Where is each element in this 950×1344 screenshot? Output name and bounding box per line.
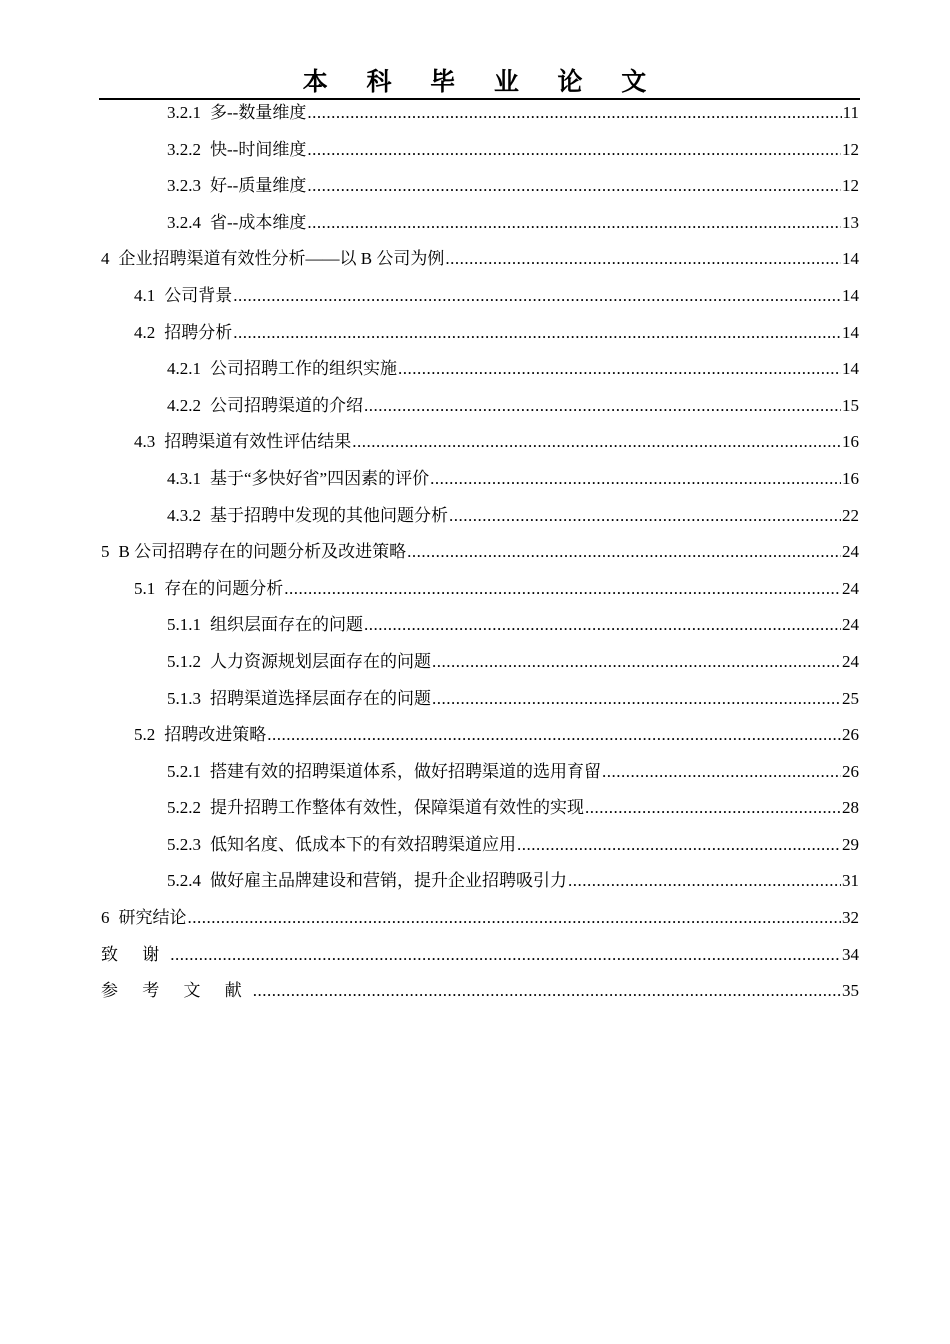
toc-dot-leader [407, 534, 841, 571]
toc-entry-title: 省--成本维度 [210, 212, 307, 232]
toc-entry-title: 公司招聘工作的组织实施 [210, 359, 397, 379]
toc-entry-page: 24 [842, 615, 859, 635]
toc-entry[interactable] [99, 315, 860, 352]
toc-dot-leader [188, 900, 842, 937]
toc-entry-title: 提升招聘工作整体有效性，保障渠道有效性的实现 [210, 798, 584, 818]
toc-entry-page: 31 [842, 871, 859, 891]
toc-entry-title: 致 谢 [101, 944, 170, 964]
toc-entry-page: 12 [842, 176, 859, 196]
toc-dot-leader [233, 315, 841, 352]
toc-entry-title: 快--时间维度 [210, 139, 307, 159]
toc-dot-leader [253, 973, 841, 1010]
toc-entry[interactable] [99, 571, 860, 608]
toc-entry-page: 16 [842, 468, 859, 488]
toc-entry[interactable] [99, 900, 860, 937]
toc-entry-number: 3.2.2 [167, 139, 201, 159]
toc-entry[interactable] [99, 388, 860, 425]
toc-dot-leader [307, 168, 841, 205]
toc-entry-page: 14 [842, 322, 859, 342]
toc-dot-leader [432, 681, 841, 718]
toc-entry[interactable] [99, 754, 860, 791]
toc-entry-page: 15 [842, 395, 859, 415]
toc-entry-page: 16 [842, 432, 859, 452]
toc-entry-title: 招聘渠道有效性评估结果 [164, 432, 352, 452]
toc-entry-page: 11 [842, 103, 859, 122]
toc-dot-leader [602, 754, 841, 791]
toc-entry[interactable] [99, 205, 860, 242]
toc-entry-title: 组织层面存在的问题 [210, 615, 363, 635]
toc-entry[interactable] [99, 168, 860, 205]
toc-entry-page: 26 [842, 725, 859, 745]
toc-dot-leader [364, 607, 841, 644]
toc-entry-number: 4.3.2 [167, 505, 201, 525]
toc-entry-page: 34 [842, 944, 859, 964]
toc-entry[interactable] [99, 278, 860, 315]
toc-entry-number: 5.1.2 [167, 651, 201, 671]
toc-entry-number: 4.2.2 [167, 395, 201, 415]
toc-entry[interactable] [99, 607, 860, 644]
toc-entry-title: 公司招聘渠道的介绍 [210, 395, 363, 415]
toc-entry-title: 人力资源规划层面存在的问题 [210, 651, 431, 671]
toc-entry-page: 32 [842, 908, 859, 928]
toc-dot-leader [352, 424, 841, 461]
toc-entry-number: 4.2.1 [167, 359, 201, 379]
toc-entry[interactable] [99, 863, 860, 900]
toc-entry-page: 14 [842, 359, 859, 379]
toc-dot-leader [430, 461, 841, 498]
toc-entry-number: 3.2.1 [167, 103, 201, 122]
toc-entry[interactable] [99, 681, 860, 718]
toc-entry-page: 24 [842, 578, 859, 598]
toc-entry-title: 招聘渠道选择层面存在的问题 [210, 688, 431, 708]
toc-entry[interactable] [99, 498, 860, 535]
toc-dot-leader [267, 717, 841, 754]
toc-entry-number: 5.2.4 [167, 871, 201, 891]
toc-entry-number: 4.3 [134, 432, 156, 452]
toc-entry-title: 搭建有效的招聘渠道体系，做好招聘渠道的选用育留 [210, 761, 601, 781]
toc-dot-leader [517, 827, 841, 864]
toc-entry-title: 做好雇主品牌建设和营销，提升企业招聘吸引力 [210, 871, 567, 891]
toc-dot-leader [449, 498, 841, 535]
toc-entry-title: 低知名度、低成本下的有效招聘渠道应用 [210, 834, 516, 854]
toc-entry-page: 24 [842, 651, 859, 671]
toc-entry-title: 多--数量维度 [210, 103, 307, 122]
toc-entry-title: 基于招聘中发现的其他问题分析 [210, 505, 448, 525]
toc-entry-title: 公司背景 [164, 285, 233, 305]
toc-entry-number: 4.3.1 [167, 468, 201, 488]
toc-entry-number: 5.1.1 [167, 615, 201, 635]
toc-entry[interactable] [99, 95, 860, 132]
toc-entry[interactable] [99, 424, 860, 461]
toc-entry-number: 3.2.3 [167, 176, 201, 196]
toc-entry-number: 5.2.2 [167, 798, 201, 818]
toc-entry-title: 基于“多快好省”四因素的评价 [210, 468, 430, 488]
toc-entry-number: 5.2 [134, 725, 156, 745]
toc-entry-title: 好--质量维度 [210, 176, 307, 196]
toc-entry[interactable] [99, 973, 860, 1010]
toc-entry-page: 14 [842, 285, 859, 305]
toc-entry-title: 企业招聘渠道有效性分析——以 B 公司为例 [118, 249, 445, 269]
toc-entry[interactable] [99, 827, 860, 864]
toc-entry-title: 招聘分析 [164, 322, 233, 342]
toc-entry-page: 24 [842, 542, 859, 562]
toc-entry[interactable] [99, 461, 860, 498]
table-of-contents [99, 95, 860, 1010]
toc-entry[interactable] [99, 717, 860, 754]
toc-entry-number: 5.1 [134, 578, 156, 598]
toc-entry-number: 4.1 [134, 285, 156, 305]
toc-entry-title: 招聘改进策略 [164, 725, 267, 745]
toc-entry-page: 28 [842, 798, 859, 818]
toc-entry-title: B 公司招聘存在的问题分析及改进策略 [118, 542, 407, 562]
toc-dot-leader [364, 388, 841, 425]
toc-dot-leader [398, 351, 841, 388]
toc-entry-number: 5.1.3 [167, 688, 201, 708]
toc-entry-page: 25 [842, 688, 859, 708]
toc-entry-number: 5.2.3 [167, 834, 201, 854]
toc-entry-number: 5 [101, 542, 110, 562]
toc-entry-page: 26 [842, 761, 859, 781]
toc-entry[interactable] [99, 534, 860, 571]
page-header-title: 本 科 毕 业 论 文 [302, 67, 662, 96]
toc-dot-leader [445, 241, 841, 278]
toc-dot-leader [170, 937, 841, 974]
toc-entry-number: 3.2.4 [167, 212, 201, 232]
toc-entry-page: 29 [842, 834, 859, 854]
toc-dot-leader [307, 132, 841, 169]
toc-entry[interactable] [99, 790, 860, 827]
toc-dot-leader [432, 644, 841, 681]
toc-entry-title: 存在的问题分析 [164, 578, 284, 598]
toc-dot-leader [307, 95, 841, 132]
toc-dot-leader [585, 790, 841, 827]
toc-entry[interactable] [99, 241, 860, 278]
toc-dot-leader [568, 863, 841, 900]
toc-entry-page: 14 [842, 249, 859, 269]
toc-entry-page: 12 [842, 139, 859, 159]
toc-entry[interactable] [99, 937, 860, 974]
toc-dot-leader [307, 205, 841, 242]
toc-entry[interactable] [99, 351, 860, 388]
toc-entry[interactable] [99, 132, 860, 169]
toc-dot-leader [233, 278, 841, 315]
toc-entry-title: 参 考 文 献 [101, 981, 252, 1001]
toc-entry-number: 6 [101, 908, 110, 928]
toc-dot-leader [284, 571, 841, 608]
toc-entry-page: 22 [842, 505, 859, 525]
toc-entry-number: 4 [101, 249, 110, 269]
toc-entry-number: 5.2.1 [167, 761, 201, 781]
toc-entry-page: 35 [842, 981, 859, 1001]
toc-entry-number: 4.2 [134, 322, 156, 342]
toc-entry[interactable] [99, 644, 860, 681]
toc-entry-page: 13 [842, 212, 859, 232]
toc-entry-title: 研究结论 [118, 908, 187, 928]
